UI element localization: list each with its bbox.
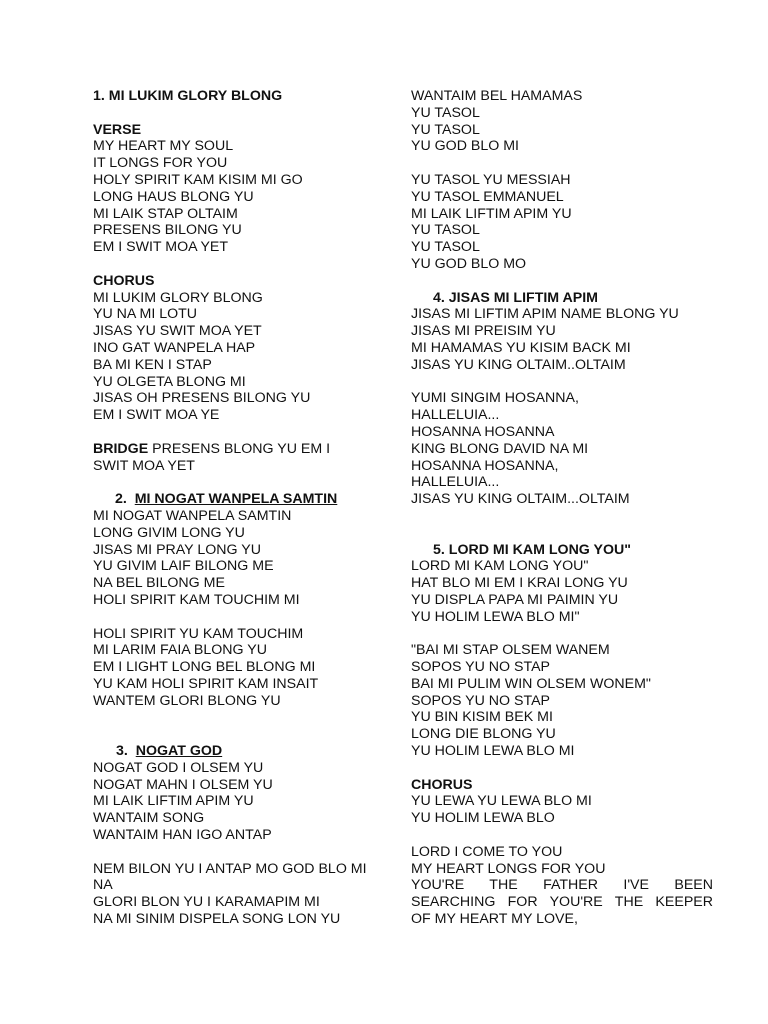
right-column [411, 88, 715, 928]
song-3-verse-1 [93, 760, 399, 844]
lyric-line: LORD I COME TO YOU [411, 843, 563, 860]
lyric-line: MI LAIK LIFTIM APIM YU [93, 793, 254, 810]
lyric-line: YU TASOL [411, 239, 480, 256]
lyric-line: MI LARIM FAIA BLONG YU [93, 642, 267, 659]
lyric-line: HOLY SPIRIT KAM KISIM MI GO [93, 171, 303, 188]
lyric-line: GLORI BLON YU I KARAMAPIM MI [93, 894, 320, 911]
lyric-line: YU DISPLA PAPA MI PAIMIN YU [411, 591, 619, 608]
song-3-continued [411, 88, 715, 155]
lyric-line: YU NA MI LOTU [93, 306, 198, 323]
lyric-line: INO GAT WANPELA HAP [93, 339, 256, 356]
song-3-verse-2-line-1: NEM BILON YU I ANTAP MO GOD BLO MI [93, 860, 367, 877]
lyric-line: MY HEART LONGS FOR YOU [411, 860, 606, 877]
lyric-line: JISAS YU SWIT MOA YET [93, 323, 262, 340]
lyric-line: LONG HAUS BLONG YU [93, 188, 254, 205]
lyric-line: "BAI MI STAP OLSEM WANEM [411, 642, 610, 659]
lyric-line: YU GOD BLO MI [411, 138, 519, 155]
lyric-line: YU OLGETA BLONG MI [93, 373, 246, 390]
lyric-line: WANTAIM BEL HAMAMAS [411, 88, 583, 104]
lyric-line: NA MI SINIM DISPELA SONG LON YU [93, 911, 341, 928]
lyric-line: YU GOD BLO MO [411, 255, 527, 272]
lyric-line: LONG DIE BLONG YU [411, 726, 556, 743]
lyric-line: JISAS MI PRAY LONG YU [93, 541, 261, 558]
chorus-label: CHORUS [93, 272, 155, 289]
bridge-line [93, 441, 399, 458]
lyric-line: MI LUKIM GLORY BLONG [93, 289, 263, 306]
song-3-verse-2-line-2: NA [93, 877, 113, 894]
lyric-line: JISAS OH PRESENS BILONG YU [93, 390, 311, 407]
lyric-line: YU BIN KISIM BEK MI [411, 709, 553, 726]
verse-label: VERSE [93, 121, 142, 138]
lyric-line: EM I SWIT MOA YET [93, 239, 229, 256]
song-4-title: 4. JISAS MI LIFTIM APIM [433, 289, 599, 306]
lyric-line: YU HOLIM LEWA BLO MI" [411, 608, 580, 625]
song-5-chorus-label: CHORUS [411, 776, 473, 793]
song-5-verse-1 [411, 558, 715, 625]
song-3-continued-2 [411, 172, 715, 273]
lyric-line: YU TASOL [411, 222, 480, 239]
song-2-heading [93, 491, 399, 508]
lyric-line: HOLI SPIRIT YU KAM TOUCHIM [93, 625, 304, 642]
lyric-line: EM I SWIT MOA YE [93, 407, 220, 424]
song-5-final-verse [411, 844, 715, 878]
lyric-line: JISAS MI PREISIM YU [411, 323, 556, 340]
lyric-line: HALLELUIA... [411, 474, 500, 491]
lyric-line: JISAS YU KING OLTAIM...OLTAIM [411, 491, 630, 508]
song-5-chorus [411, 793, 715, 827]
lyric-line: MI LAIK STAP OLTAIM [93, 205, 238, 222]
bridge-text: PRESENS BLONG YU EM I [148, 440, 331, 457]
song-5-title: 5. LORD MI KAM LONG YOU" [433, 541, 632, 558]
lyric-line: LORD MI KAM LONG YOU" [411, 558, 589, 575]
lyric-line: SOPOS YU NO STAP [411, 692, 551, 709]
song-1-chorus [93, 290, 399, 424]
lyric-line: YU HOLIM LEWA BLO [411, 810, 555, 827]
lyric-line: NOGAT GOD I OLSEM YU [93, 759, 264, 776]
lyric-line: IT LONGS FOR YOU [93, 155, 228, 172]
bridge-line-2: SWIT MOA YET [93, 457, 195, 474]
lyric-line: HOSANNA HOSANNA, [411, 457, 559, 474]
lyric-line: MI LAIK LIFTIM APIM YU [411, 205, 572, 222]
lyric-line: YUMI SINGIM HOSANNA, [411, 390, 579, 407]
lyric-line: HOLI SPIRIT KAM TOUCHIM MI [93, 591, 300, 608]
lyric-line: WANTAIM HAN IGO ANTAP [93, 827, 272, 844]
song-2-title: MI NOGAT WANPELA SAMTIN [134, 491, 338, 508]
lyric-line: WANTEM GLORI BLONG YU [93, 692, 281, 709]
lyric-line: YU TASOL YU MESSIAH [411, 171, 571, 188]
lyric-line: YU TASOL [411, 104, 480, 121]
lyric-line: BA MI KEN I STAP [93, 356, 212, 373]
song-4-verse-1 [411, 306, 715, 373]
lyric-line: BAI MI PULIM WIN OLSEM WONEM" [411, 675, 651, 692]
lyric-line: HALLELUIA... [411, 407, 500, 424]
lyric-line: HAT BLO MI EM I KRAI LONG YU [411, 575, 628, 592]
lyric-line: YU KAM HOLI SPIRIT KAM INSAIT [93, 675, 319, 692]
final-last-line: OF MY HEART MY LOVE, [411, 911, 578, 928]
lyric-line: MI HAMAMAS YU KISIM BACK MI [411, 339, 631, 356]
song-2-verse-1 [93, 508, 399, 609]
lyric-line: HOSANNA HOSANNA [411, 423, 555, 440]
song-3-number: 3. [116, 743, 128, 760]
lyric-line: NOGAT MAHN I OLSEM YU [93, 776, 273, 793]
song-1-verse [93, 138, 399, 256]
song-4-verse-2 [411, 390, 715, 508]
final-justified-line-1: YOU'RE THE FATHER I'VE BEEN [411, 877, 713, 894]
lyric-line: JISAS YU KING OLTAIM..OLTAIM [411, 356, 626, 373]
song-2-number: 2. [115, 491, 127, 508]
lyric-line: YU LEWA YU LEWA BLO MI [411, 793, 592, 810]
lyric-line: WANTAIM SONG [93, 810, 205, 827]
lyric-line: MI NOGAT WANPELA SAMTIN [93, 507, 292, 524]
song-3-title: NOGAT GOD [135, 743, 223, 760]
lyric-line: YU HOLIM LEWA BLO MI [411, 743, 575, 760]
lyric-line: YU TASOL EMMANUEL [411, 188, 564, 205]
lyric-line: KING BLONG DAVID NA MI [411, 440, 589, 457]
lyric-line: SOPOS YU NO STAP [411, 659, 551, 676]
final-justified-line-2: SEARCHING FOR YOU'RE THE KEEPER [411, 894, 713, 911]
lyric-line: PRESENS BILONG YU [93, 222, 242, 239]
left-column [93, 88, 399, 928]
song-3-heading [93, 743, 399, 760]
bridge-label: BRIDGE [93, 440, 149, 457]
lyric-line: NA BEL BILONG ME [93, 575, 225, 592]
lyric-line: YU TASOL [411, 121, 480, 138]
song-5-verse-2 [411, 642, 715, 760]
lyric-line: EM I LIGHT LONG BEL BLONG MI [93, 659, 316, 676]
song-3-verse-2-rest [93, 894, 399, 928]
lyric-line: YU GIVIM LAIF BILONG ME [93, 558, 274, 575]
song-2-verse-2 [93, 626, 399, 710]
song-1-title: 1. MI LUKIM GLORY BLONG [93, 88, 283, 104]
lyric-line: MY HEART MY SOUL [93, 138, 234, 155]
lyric-line: LONG GIVIM LONG YU [93, 524, 245, 541]
lyric-line: JISAS MI LIFTIM APIM NAME BLONG YU [411, 306, 679, 323]
